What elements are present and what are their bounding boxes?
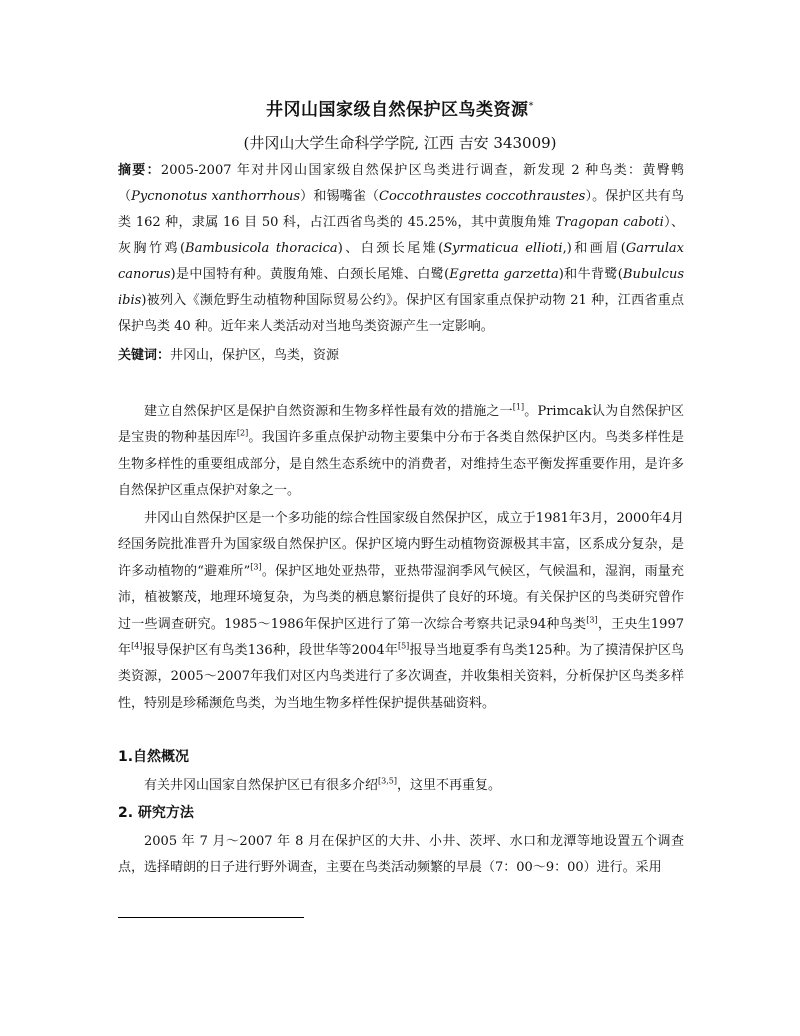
citation-ref: [3,5]	[378, 776, 397, 786]
title-text: 井冈山国家级自然保护区鸟类资源	[266, 100, 529, 120]
species-name: Syrmaticua ellioti	[443, 241, 563, 256]
citation-ref: [3]	[586, 615, 598, 625]
text-run: 报导保护区有鸟类136种，段世华等2004年	[142, 643, 398, 659]
text-run: ）、灰胸竹鸡(	[118, 215, 684, 256]
text-run: 。Primcak认为自然保护区是宝贵的物种基因库	[118, 404, 684, 446]
species-name: Bambusicola thoracica	[185, 241, 338, 256]
section-2-heading: 2. 研究方法	[118, 805, 194, 821]
intro-paragraph-2	[118, 506, 684, 717]
species-name: Bubulcus ibis	[118, 267, 684, 308]
text-run: ）和锡嘴雀（	[300, 189, 380, 204]
keywords	[118, 343, 684, 369]
intro-paragraph-1	[118, 399, 684, 505]
text-run: 报导当地夏季有鸟类125种。为了摸清保护区鸟类资源，2005～2007年我们对区内鸟类进行了多次调查，并收集相关资料，分析保护区鸟类多样性，特别是珍稀濒危鸟类，为当地生物多样性保护提供基础资料。	[118, 643, 684, 711]
text-run: 。保护区地处亚热带，亚热带湿润季风气候区，气候温和，湿润，雨量充沛，植被繁茂，地理环境复杂，为鸟类的栖息繁衍提供了良好的环境。有关保护区的鸟类研究曾作过一些调查研究。1985～1986年保护区进行了第一次综合考察共记录94种鸟类	[118, 563, 684, 632]
species-name: Pycnonotus xanthorrhous	[131, 189, 301, 204]
text-run: 井冈山自然保护区是一个多功能的综合性国家级自然保护区，成立于1981年3月，2000年4月经国务院批准晋升为国家级自然保护区。保护区境内野生动植物资源极其丰富，区系成分复杂，是许多动植物的“避难所”	[118, 511, 684, 579]
section-2-body	[118, 829, 684, 882]
text-run: 2005-2007 年对井冈山国家级自然保护区鸟类进行调查，新发现 2 种鸟类：黄臀鹎（	[118, 163, 684, 204]
species-name: Egretta garzetta	[449, 267, 559, 282]
citation-ref: [2]	[236, 429, 249, 439]
text-run: ，这里不再重复。	[396, 778, 501, 793]
keywords-label: 关键词：	[118, 348, 171, 363]
text-run: )被列入《濒危野生动植物种国际贸易公约》。保护区有国家重点保护动物 21 种，江西省重点保护鸟类 40 种。近年来人类活动对当地鸟类资源产生一定影响。	[118, 293, 684, 334]
text-run: )是中国特有种。黄腹角雉、白颈长尾雉、白鹭(	[170, 267, 450, 282]
abstract	[118, 158, 684, 340]
text-run: )、白颈长尾雉(	[337, 241, 444, 256]
abstract-body	[118, 163, 684, 334]
citation-ref: [1]	[512, 402, 525, 412]
title-footnote-mark: *	[528, 100, 534, 112]
citation-ref: [3]	[250, 562, 262, 572]
paper-title	[0, 95, 800, 120]
species-name: Garrulax canorus	[118, 241, 684, 282]
text-run: 建立自然保护区是保护自然资源和生物多样性最有效的措施之一	[144, 404, 513, 419]
affiliation: (井冈山大学生命科学学院, 江西 吉安 343009)	[243, 134, 557, 152]
text-run: 。我国许多重点保护动物主要集中分布于各类自然保护区内。鸟类多样性是生物多样性的重要组成部分，是自然生态系统中的消费者，对维持生态平衡发挥重要作用，是许多自然保护区重点保护对象之一。	[118, 430, 684, 499]
section-1-body	[118, 773, 684, 799]
abstract-label: 摘要：	[118, 163, 161, 178]
text-run: ,)和画眉(	[562, 241, 626, 256]
keywords-text: 井冈山，保护区，鸟类，资源	[170, 348, 340, 363]
text-run: )和牛背鹭(	[558, 267, 623, 282]
text-run: 有关井冈山国家自然保护区已有很多介绍	[144, 778, 379, 793]
section-1-heading: 1.自然概况	[118, 749, 190, 765]
citation-ref: [4]	[131, 641, 143, 651]
text-run: ）。保护区共有鸟类 162 种，隶属 16 目 50 科，占江西省鸟类的 45.25%，其中黄腹角雉	[118, 189, 684, 230]
footnote-rule	[118, 917, 304, 918]
text-run: 2005 年 7 月～2007 年 8 月在保护区的大井、小井、茨坪、水口和龙潭等地设置五个调查点，选择晴朗的日子进行野外调查，主要在鸟类活动频繁的早晨（7：00～9：00）进行。采用	[118, 834, 684, 876]
citation-ref: [5]	[397, 641, 410, 651]
text-run: ，王央生1997年	[118, 616, 684, 659]
species-name: Tragopan caboti	[555, 215, 664, 230]
species-name: Coccothraustes coccothraustes	[379, 189, 586, 204]
